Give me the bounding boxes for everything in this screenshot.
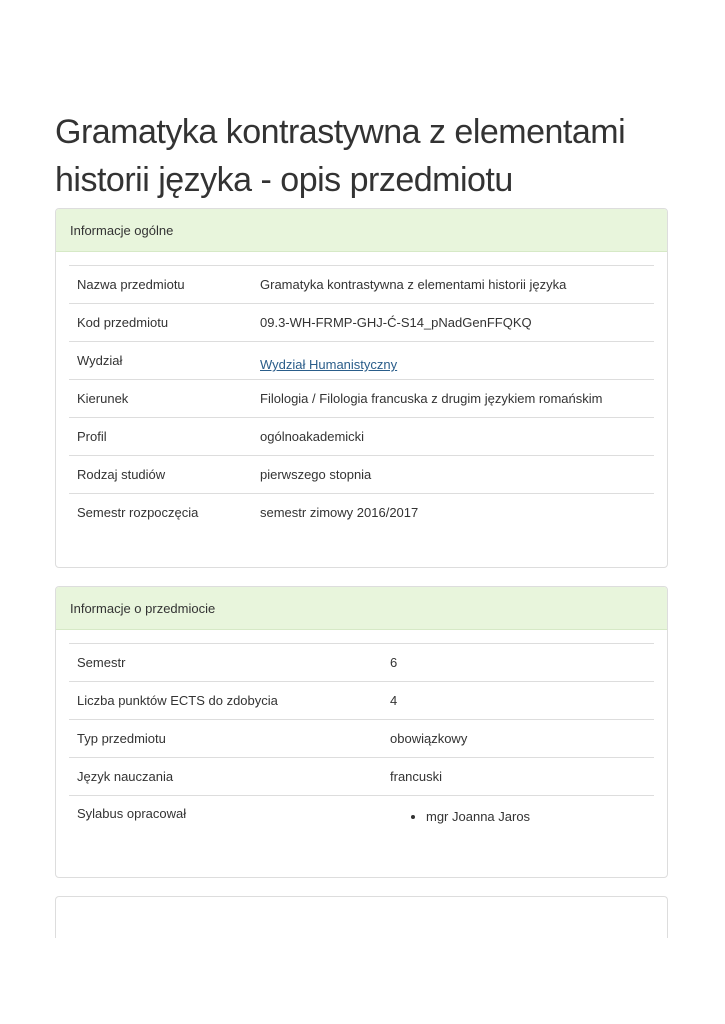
list-item: • mgr Joanna Jaros bbox=[426, 806, 646, 824]
row-value: ogólnoakademicki bbox=[252, 418, 654, 456]
row-value: 6 bbox=[382, 644, 654, 682]
row-label: Kod przedmiotu bbox=[69, 304, 252, 342]
row-label: Liczba punktów ECTS do zdobycia bbox=[69, 682, 382, 720]
row-label: Typ przedmiotu bbox=[69, 720, 382, 758]
table-row bbox=[69, 494, 654, 532]
table-row bbox=[69, 304, 654, 342]
row-label: Semestr rozpoczęcia bbox=[69, 494, 252, 532]
table-row bbox=[69, 644, 654, 682]
row-value: Gramatyka kontrastywna z elementami historii języka bbox=[252, 266, 654, 304]
page-bottom-cover bbox=[0, 938, 725, 1024]
general-info-panel bbox=[55, 208, 668, 568]
row-value bbox=[382, 796, 654, 834]
row-label: Rodzaj studiów bbox=[69, 456, 252, 494]
row-value: 09.3-WH-FRMP-GHJ-Ć-S14_pNadGenFFQKQ bbox=[252, 304, 654, 342]
author-list bbox=[390, 806, 646, 824]
subject-info-heading: Informacje o przedmiocie bbox=[56, 587, 667, 630]
row-value: 4 bbox=[382, 682, 654, 720]
row-value: obowiązkowy bbox=[382, 720, 654, 758]
row-label: Profil bbox=[69, 418, 252, 456]
row-value bbox=[252, 342, 654, 380]
row-value: semestr zimowy 2016/2017 bbox=[252, 494, 654, 532]
subject-info-panel bbox=[55, 586, 668, 878]
row-label: Sylabus opracował bbox=[69, 796, 382, 834]
table-row bbox=[69, 796, 654, 834]
table-row bbox=[69, 266, 654, 304]
row-value: francuski bbox=[382, 758, 654, 796]
row-label: Wydział bbox=[69, 342, 252, 380]
row-label: Język nauczania bbox=[69, 758, 382, 796]
table-row bbox=[69, 418, 654, 456]
table-row bbox=[69, 342, 654, 380]
row-label: Kierunek bbox=[69, 380, 252, 418]
table-row bbox=[69, 758, 654, 796]
table-row bbox=[69, 720, 654, 758]
subject-info-table bbox=[69, 643, 654, 834]
table-row bbox=[69, 682, 654, 720]
row-label: Nazwa przedmiotu bbox=[69, 266, 252, 304]
table-row bbox=[69, 380, 654, 418]
row-value: pierwszego stopnia bbox=[252, 456, 654, 494]
faculty-link[interactable]: Wydział Humanistyczny bbox=[260, 357, 398, 372]
general-info-table bbox=[69, 265, 654, 532]
general-info-heading: Informacje ogólne bbox=[56, 209, 667, 252]
table-row bbox=[69, 456, 654, 494]
page-title: Gramatyka kontrastywna z elementami historii języka - opis przedmiotu bbox=[55, 113, 626, 199]
row-label: Semestr bbox=[69, 644, 382, 682]
row-value: Filologia / Filologia francuska z drugim językiem romańskim bbox=[252, 380, 654, 418]
